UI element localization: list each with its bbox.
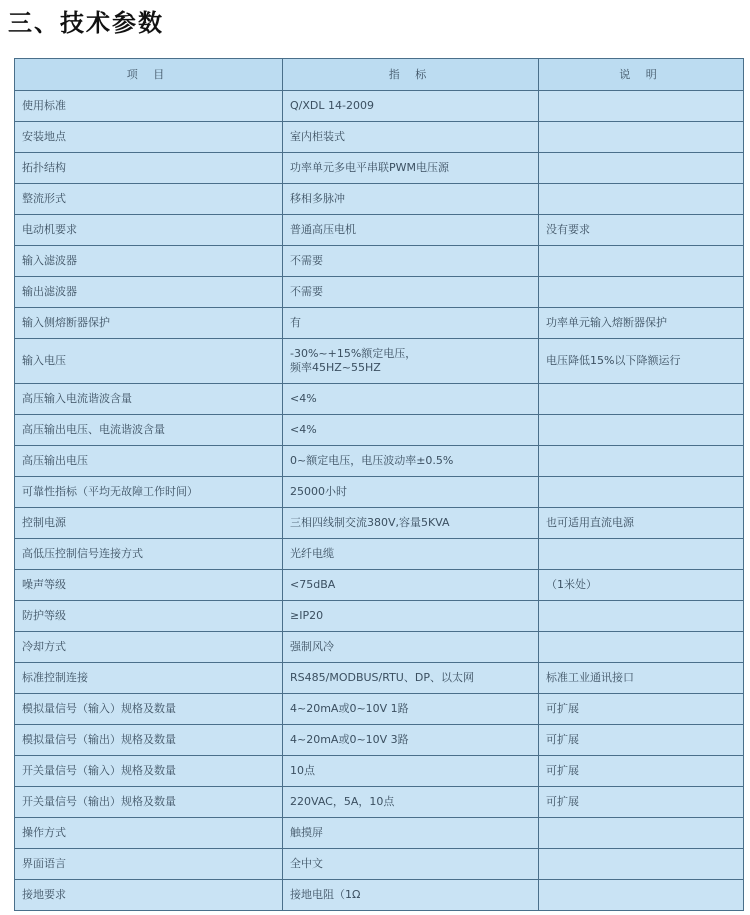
value-cell: 4~20mA或0~10V 3路	[283, 725, 539, 756]
table-row	[15, 477, 744, 508]
table-row	[15, 632, 744, 663]
item-cell: 高压输入电流谐波含量	[15, 384, 283, 415]
item-cell: 使用标准	[15, 91, 283, 122]
value-cell: -30%~+15%额定电压， 频率45HZ~55HZ	[283, 339, 539, 384]
item-cell: 高压输出电压、电流谐波含量	[15, 415, 283, 446]
table-row	[15, 539, 744, 570]
note-cell	[539, 601, 744, 632]
table-header-row	[15, 59, 744, 91]
table-row	[15, 122, 744, 153]
table-row	[15, 91, 744, 122]
table-row	[15, 508, 744, 539]
note-cell: 没有要求	[539, 215, 744, 246]
table-row	[15, 756, 744, 787]
note-cell	[539, 184, 744, 215]
item-cell: 操作方式	[15, 818, 283, 849]
note-cell	[539, 277, 744, 308]
note-cell	[539, 477, 744, 508]
table-row	[15, 215, 744, 246]
table-row	[15, 663, 744, 694]
value-cell: 光纤电缆	[283, 539, 539, 570]
note-cell: 可扩展	[539, 787, 744, 818]
item-cell: 高低压控制信号连接方式	[15, 539, 283, 570]
note-cell	[539, 153, 744, 184]
value-cell: 接地电阻（1Ω	[283, 880, 539, 911]
table-row	[15, 246, 744, 277]
value-cell: 不需要	[283, 277, 539, 308]
item-cell: 可靠性指标（平均无故障工作时间）	[15, 477, 283, 508]
note-cell	[539, 632, 744, 663]
value-cell: <75dBA	[283, 570, 539, 601]
item-cell: 接地要求	[15, 880, 283, 911]
note-cell: 标准工业通讯接口	[539, 663, 744, 694]
item-cell: 标准控制连接	[15, 663, 283, 694]
item-cell: 噪声等级	[15, 570, 283, 601]
table-row	[15, 415, 744, 446]
value-cell: <4%	[283, 384, 539, 415]
value-cell: 不需要	[283, 246, 539, 277]
table-row	[15, 339, 744, 384]
note-cell	[539, 818, 744, 849]
value-cell: 全中文	[283, 849, 539, 880]
note-cell	[539, 246, 744, 277]
note-cell: 可扩展	[539, 756, 744, 787]
table-row	[15, 570, 744, 601]
value-cell: 0~额定电压，电压波动率±0.5%	[283, 446, 539, 477]
note-cell: 功率单元输入熔断器保护	[539, 308, 744, 339]
value-cell: 强制风冷	[283, 632, 539, 663]
table-row	[15, 694, 744, 725]
note-cell	[539, 91, 744, 122]
note-cell: 电压降低15%以下降额运行	[539, 339, 744, 384]
note-cell: 可扩展	[539, 694, 744, 725]
item-cell: 拓扑结构	[15, 153, 283, 184]
value-cell: 室内柜装式	[283, 122, 539, 153]
page-title: 三、技术参数	[8, 9, 164, 37]
value-cell: 220VAC，5A，10点	[283, 787, 539, 818]
item-cell: 高压输出电压	[15, 446, 283, 477]
column-header-item: 项 目	[15, 59, 283, 91]
table-row	[15, 725, 744, 756]
value-cell: <4%	[283, 415, 539, 446]
value-cell: 移相多脉冲	[283, 184, 539, 215]
item-cell: 电动机要求	[15, 215, 283, 246]
note-cell	[539, 880, 744, 911]
value-cell: 10点	[283, 756, 539, 787]
item-cell: 模拟量信号（输出）规格及数量	[15, 725, 283, 756]
item-cell: 输出滤波器	[15, 277, 283, 308]
item-cell: 模拟量信号（输入）规格及数量	[15, 694, 283, 725]
note-cell	[539, 539, 744, 570]
note-cell: （1米处）	[539, 570, 744, 601]
table-row	[15, 849, 744, 880]
item-cell: 安装地点	[15, 122, 283, 153]
value-cell: 4~20mA或0~10V 1路	[283, 694, 539, 725]
table-row	[15, 787, 744, 818]
spec-table-body	[15, 91, 744, 911]
item-cell: 整流形式	[15, 184, 283, 215]
table-row	[15, 153, 744, 184]
item-cell: 控制电源	[15, 508, 283, 539]
item-cell: 界面语言	[15, 849, 283, 880]
note-cell	[539, 849, 744, 880]
table-row	[15, 601, 744, 632]
spec-table	[14, 58, 744, 911]
table-row	[15, 880, 744, 911]
item-cell: 冷却方式	[15, 632, 283, 663]
value-cell: 25000小时	[283, 477, 539, 508]
item-cell: 开关量信号（输出）规格及数量	[15, 787, 283, 818]
value-cell: 功率单元多电平串联PWM电压源	[283, 153, 539, 184]
table-row	[15, 308, 744, 339]
note-cell: 也可适用直流电源	[539, 508, 744, 539]
value-cell: ≥IP20	[283, 601, 539, 632]
note-cell	[539, 415, 744, 446]
column-header-value: 指 标	[283, 59, 539, 91]
note-cell	[539, 384, 744, 415]
note-cell	[539, 122, 744, 153]
table-row	[15, 277, 744, 308]
value-cell: RS485/MODBUS/RTU、DP、以太网	[283, 663, 539, 694]
item-cell: 输入滤波器	[15, 246, 283, 277]
note-cell	[539, 446, 744, 477]
item-cell: 输入侧熔断器保护	[15, 308, 283, 339]
note-cell: 可扩展	[539, 725, 744, 756]
table-row	[15, 384, 744, 415]
value-cell: 三相四线制交流380V,容量5KVA	[283, 508, 539, 539]
table-row	[15, 184, 744, 215]
column-header-note: 说 明	[539, 59, 744, 91]
value-cell: 普通高压电机	[283, 215, 539, 246]
item-cell: 开关量信号（输入）规格及数量	[15, 756, 283, 787]
item-cell: 输入电压	[15, 339, 283, 384]
table-row	[15, 818, 744, 849]
table-row	[15, 446, 744, 477]
item-cell: 防护等级	[15, 601, 283, 632]
value-cell: Q/XDL 14-2009	[283, 91, 539, 122]
value-cell: 有	[283, 308, 539, 339]
value-cell: 触摸屏	[283, 818, 539, 849]
